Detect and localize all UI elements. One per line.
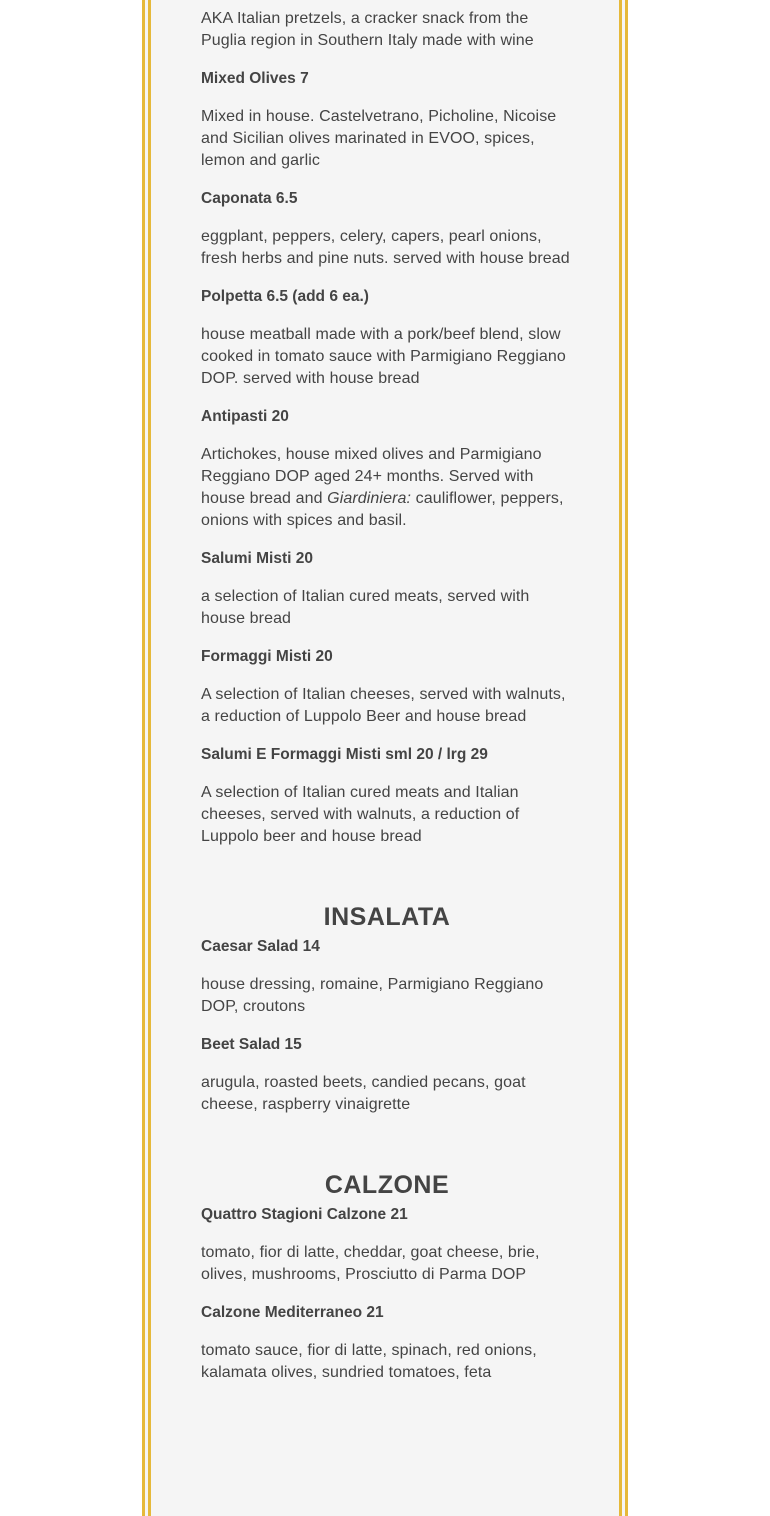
- item-title: Polpetta 6.5 (add 6 ea.): [201, 288, 369, 305]
- left-border-inner: [148, 0, 151, 1516]
- section-heading: INSALATA: [323, 903, 451, 931]
- item-description-taralli: AKA Italian pretzels, a cracker snack from the Puglia region in Southern Italy made with wine: [201, 10, 534, 49]
- section-insalata: [201, 902, 573, 1116]
- menu-item-calzone-mediterraneo: [201, 1302, 573, 1384]
- item-title: Antipasti 20: [201, 408, 289, 425]
- item-title: Salumi E Formaggi Misti sml 20 / lrg 29: [201, 746, 488, 763]
- menu-content: [201, 8, 573, 1384]
- item-description: house meatball made with a pork/beef blend, slow cooked in tomato sauce with Parmigiano Reggiano DOP. served with house bread: [201, 326, 566, 387]
- item-title: Formaggi Misti 20: [201, 648, 333, 665]
- item-title: Calzone Mediterraneo 21: [201, 1304, 384, 1321]
- menu-item-formaggi-misti: [201, 646, 573, 728]
- section-heading: CALZONE: [324, 1171, 450, 1199]
- item-description: [201, 444, 573, 532]
- item-description: eggplant, peppers, celery, capers, pearl onions, fresh herbs and pine nuts. served with house bread: [201, 228, 570, 267]
- menu-item-caesar-salad: [201, 936, 573, 1018]
- item-description: tomato, fior di latte, cheddar, goat cheese, brie, olives, mushrooms, Prosciutto di Parma DOP: [201, 1244, 540, 1283]
- item-description: arugula, roasted beets, candied pecans, goat cheese, raspberry vinaigrette: [201, 1074, 526, 1113]
- menu-item-quattro-stagioni: [201, 1204, 573, 1286]
- description-italic: Giardiniera:: [327, 490, 412, 507]
- item-title: Mixed Olives 7: [201, 70, 309, 87]
- right-border-inner: [619, 0, 622, 1516]
- menu-item-polpetta: [201, 286, 573, 390]
- item-title: Salumi Misti 20: [201, 550, 313, 567]
- menu-item-beet-salad: [201, 1034, 573, 1116]
- menu-item-mixed-olives: [201, 68, 573, 172]
- right-border-outer: [625, 0, 628, 1516]
- menu-item-antipasti: [201, 406, 573, 532]
- section-spacer: [201, 1116, 573, 1170]
- description-text: cauliflower, peppers, onions with spices and basil.: [201, 490, 564, 529]
- item-description: A selection of Italian cheeses, served with walnuts, a reduction of Luppolo Beer and house bread: [201, 686, 566, 725]
- description-text: Artichokes, house mixed olives and Parmigiano Reggiano DOP aged 24+ months. Served with house bread and: [201, 446, 542, 507]
- section-spacer: [201, 848, 573, 902]
- item-title: Quattro Stagioni Calzone 21: [201, 1206, 408, 1223]
- item-title: Caponata 6.5: [201, 190, 298, 207]
- item-description: tomato sauce, fior di latte, spinach, red onions, kalamata olives, sundried tomatoes, feta: [201, 1342, 537, 1381]
- item-description: Mixed in house. Castelvetrano, Picholine, Nicoise and Sicilian olives marinated in EVOO, spices, lemon and garlic: [201, 108, 557, 169]
- left-border-outer: [142, 0, 145, 1516]
- item-title: Beet Salad 15: [201, 1036, 302, 1053]
- menu-item-salumi-e-formaggi: [201, 744, 573, 848]
- section-calzone: [201, 1170, 573, 1384]
- menu-item-caponata: [201, 188, 573, 270]
- item-description: A selection of Italian cured meats and Italian cheeses, served with walnuts, a reduction of Luppolo beer and house bread: [201, 784, 520, 845]
- item-description: house dressing, romaine, Parmigiano Reggiano DOP, croutons: [201, 976, 544, 1015]
- item-description: a selection of Italian cured meats, served with house bread: [201, 588, 530, 627]
- item-title: Caesar Salad 14: [201, 938, 320, 955]
- menu-item-salumi-misti: [201, 548, 573, 630]
